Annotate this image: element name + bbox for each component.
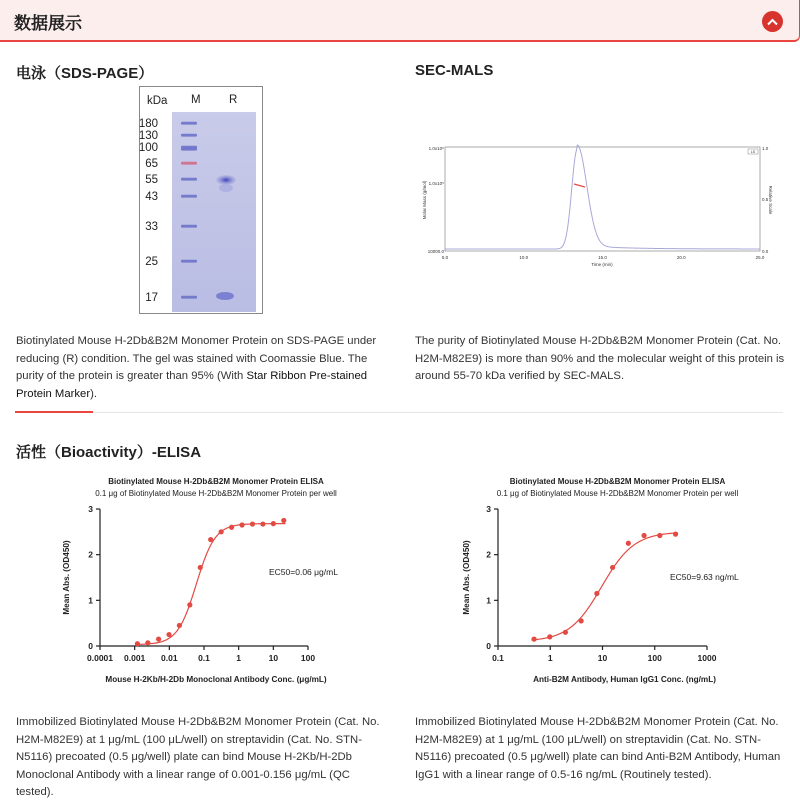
data-point bbox=[641, 533, 646, 538]
data-point bbox=[579, 618, 584, 623]
x-tick-label: 0.0001 bbox=[87, 653, 113, 663]
data-point bbox=[229, 525, 234, 530]
sec-xtick: 5.0 bbox=[441, 255, 449, 260]
y-tick-label: 1 bbox=[88, 595, 93, 606]
data-point bbox=[145, 640, 150, 645]
sds-page-title: 电泳（SDS-PAGE） bbox=[16, 65, 154, 82]
sec-peak-line bbox=[445, 145, 760, 249]
elisa-subtitle: 0.1 μg of Biotinylated Mouse H-2Db&B2M Monomer Protein per well bbox=[95, 489, 337, 498]
data-point bbox=[208, 537, 213, 542]
x-tick-label: 0.1 bbox=[492, 653, 504, 663]
elisa-xlabel: Anti-B2M Antibody, Human IgG1 Conc. (ng/mL) bbox=[533, 675, 716, 684]
elisa-ylabel: Mean Abs. (OD450) bbox=[62, 540, 71, 615]
sample-band-main bbox=[216, 175, 236, 185]
ec50-annotation: EC50=0.06 μg/mL bbox=[269, 567, 338, 578]
y-tick-label: 1 bbox=[486, 595, 491, 606]
ladder-band bbox=[181, 296, 197, 299]
ladder-band bbox=[181, 225, 197, 228]
chevron-up-icon bbox=[767, 18, 778, 26]
sec-mals-caption: The purity of Biotinylated Mouse H-2Db&B2M Monomer Protein (Cat. No. H2M-M82E9) is more than 90% and the molecular weight of this protein is around 55-70 kDa verified by SEC-MALS. bbox=[415, 335, 785, 382]
sec-xtick: 10.0 bbox=[519, 255, 529, 260]
ladder-band bbox=[181, 195, 197, 198]
ladder-band bbox=[181, 134, 197, 137]
x-tick-label: 1000 bbox=[697, 653, 717, 663]
sec-ytick: 1.0x10⁶ bbox=[428, 146, 444, 151]
marker-label: 55 bbox=[145, 174, 158, 186]
data-point bbox=[187, 602, 192, 607]
elisa-xlabel: Mouse H-2Kb/H-2Db Monoclonal Antibody Conc. (μg/mL) bbox=[105, 675, 327, 684]
data-point bbox=[239, 522, 244, 527]
elisa-subtitle: 0.1 μg of Biotinylated Mouse H-2Db&B2M Monomer Protein per well bbox=[496, 489, 739, 498]
data-point bbox=[271, 521, 276, 526]
kda-label: kDa bbox=[147, 95, 168, 107]
y-tick-label: 0 bbox=[486, 641, 491, 651]
sec-legend: LS bbox=[750, 150, 756, 154]
y-tick-label: 2 bbox=[486, 549, 491, 560]
x-tick-label: 100 bbox=[300, 653, 316, 663]
sec-molar-mass-trace bbox=[574, 184, 585, 187]
y-tick-label: 3 bbox=[88, 504, 93, 514]
sec-mals-chart bbox=[420, 140, 773, 270]
y-tick-label: 0 bbox=[88, 641, 93, 651]
x-tick-label: 0.1 bbox=[198, 653, 210, 663]
data-point bbox=[219, 529, 224, 534]
sds-caption-text: Biotinylated Mouse H-2Db&B2M Monomer Protein on SDS-PAGE under reducing (R) condition. The gel was stained with Coomassie Blue. The purity of the protein is greater than 95% (With bbox=[16, 335, 377, 382]
ec50-annotation: EC50=9.63 ng/mL bbox=[670, 571, 739, 582]
data-point bbox=[673, 532, 678, 537]
fit-curve bbox=[531, 533, 677, 640]
section-title: 数据展示 bbox=[14, 14, 82, 33]
marker-label: 130 bbox=[138, 130, 158, 142]
sec-xtick: 25.0 bbox=[755, 255, 765, 260]
data-point bbox=[177, 623, 182, 628]
data-point bbox=[260, 521, 265, 526]
x-tick-label: 10 bbox=[268, 653, 279, 663]
data-point bbox=[166, 632, 171, 637]
sec-ytick-right: 0.5 bbox=[762, 197, 769, 202]
sec-xlabel: Time (min) bbox=[591, 262, 613, 267]
data-point bbox=[531, 637, 536, 642]
x-tick-label: 0.001 bbox=[124, 653, 146, 663]
data-point bbox=[250, 521, 255, 526]
sec-mals-title: SEC-MALS bbox=[415, 62, 494, 79]
sec-xtick: 15.0 bbox=[598, 255, 607, 260]
sec-xtick: 20.0 bbox=[676, 255, 686, 260]
elisa-chart-2 bbox=[455, 475, 785, 690]
sec-ylabel: Molar Mass (g/mol) bbox=[422, 180, 427, 220]
data-point bbox=[594, 591, 599, 596]
elisa-caption-2: Immobilized Biotinylated Mouse H-2Db&B2M Monomer Protein (Cat. No. H2M-M82E9) at 1 μg/mL (100 μL/well) on streptavidin (Cat. No. STN-N5116) precoated (0.5 μg/well) plate can bind Anti-B2M Antibody, Human IgG1 with a linear range of 0.5-16 ng/mL (Routinely tested). bbox=[415, 716, 781, 781]
data-point bbox=[547, 634, 552, 639]
section-header bbox=[0, 0, 800, 42]
marker-label: 100 bbox=[138, 142, 158, 154]
elisa-title: Biotinylated Mouse H-2Db&B2M Monomer Protein ELISA bbox=[108, 477, 324, 486]
marker-link[interactable]: Star Ribbon Pre-stained Protein Marker bbox=[16, 370, 368, 400]
y-tick-label: 3 bbox=[486, 504, 491, 514]
section-divider bbox=[15, 412, 783, 413]
ladder-band bbox=[181, 122, 197, 125]
x-tick-label: 1 bbox=[547, 653, 553, 663]
sds-page-gel-image bbox=[139, 86, 263, 314]
marker-label: 33 bbox=[145, 221, 158, 233]
sample-band-low bbox=[216, 292, 234, 300]
sds-page-caption bbox=[16, 333, 384, 403]
x-tick-label: 1 bbox=[236, 653, 242, 663]
ladder-band bbox=[181, 178, 197, 181]
marker-label: 65 bbox=[145, 158, 158, 170]
x-tick-label: 100 bbox=[647, 653, 662, 663]
marker-label: 180 bbox=[138, 118, 158, 130]
sec-ytick: 1.0x10⁵ bbox=[428, 181, 444, 186]
elisa-ylabel: Mean Abs. (OD450) bbox=[462, 540, 471, 615]
data-point bbox=[626, 541, 631, 546]
ladder-band bbox=[181, 260, 197, 263]
data-point bbox=[563, 630, 568, 635]
data-point bbox=[657, 533, 662, 538]
elisa-title: Biotinylated Mouse H-2Db&B2M Monomer Protein ELISA bbox=[509, 477, 726, 486]
elisa-caption-1: Immobilized Biotinylated Mouse H-2Db&B2M Monomer Protein (Cat. No. H2M-M82E9) at 1 μg/mL (100 μL/well) on streptavidin (Cat. No. STN-N5116) precoated (0.5 μg/well) plate can bind Mouse H-2Kb/H-2Db Monoclonal Antibody with a linear range of 0.001-0.156 μg/mL (QC tested). bbox=[16, 716, 380, 798]
y-tick-label: 2 bbox=[88, 549, 93, 560]
ladder-band bbox=[181, 162, 197, 165]
collapse-button[interactable] bbox=[762, 11, 783, 32]
sample-band-smear bbox=[219, 184, 233, 192]
sec-ytick-right: 1.0 bbox=[762, 146, 769, 151]
section-divider-accent bbox=[15, 411, 93, 413]
marker-label: 17 bbox=[145, 292, 158, 304]
sec-ylabel-right: Relative Scale bbox=[768, 185, 773, 215]
bioactivity-title: 活性（Bioactivity）-ELISA bbox=[16, 444, 202, 461]
data-point bbox=[156, 637, 161, 642]
elisa-chart-1 bbox=[55, 475, 385, 690]
sec-ytick-right: 0.0 bbox=[762, 249, 769, 254]
lane-label-r: R bbox=[229, 94, 238, 106]
sds-caption-end: ). bbox=[90, 387, 97, 400]
ladder-band bbox=[181, 148, 197, 151]
x-tick-label: 10 bbox=[597, 653, 608, 663]
data-point bbox=[135, 641, 140, 646]
marker-label: 43 bbox=[145, 191, 158, 203]
lane-label-m: M bbox=[191, 94, 201, 106]
sec-ytick: 10000.0 bbox=[427, 249, 444, 254]
data-point bbox=[281, 518, 286, 523]
data-point bbox=[198, 565, 203, 570]
marker-label: 25 bbox=[145, 256, 158, 268]
data-point bbox=[610, 565, 615, 570]
x-tick-label: 0.01 bbox=[161, 653, 178, 663]
